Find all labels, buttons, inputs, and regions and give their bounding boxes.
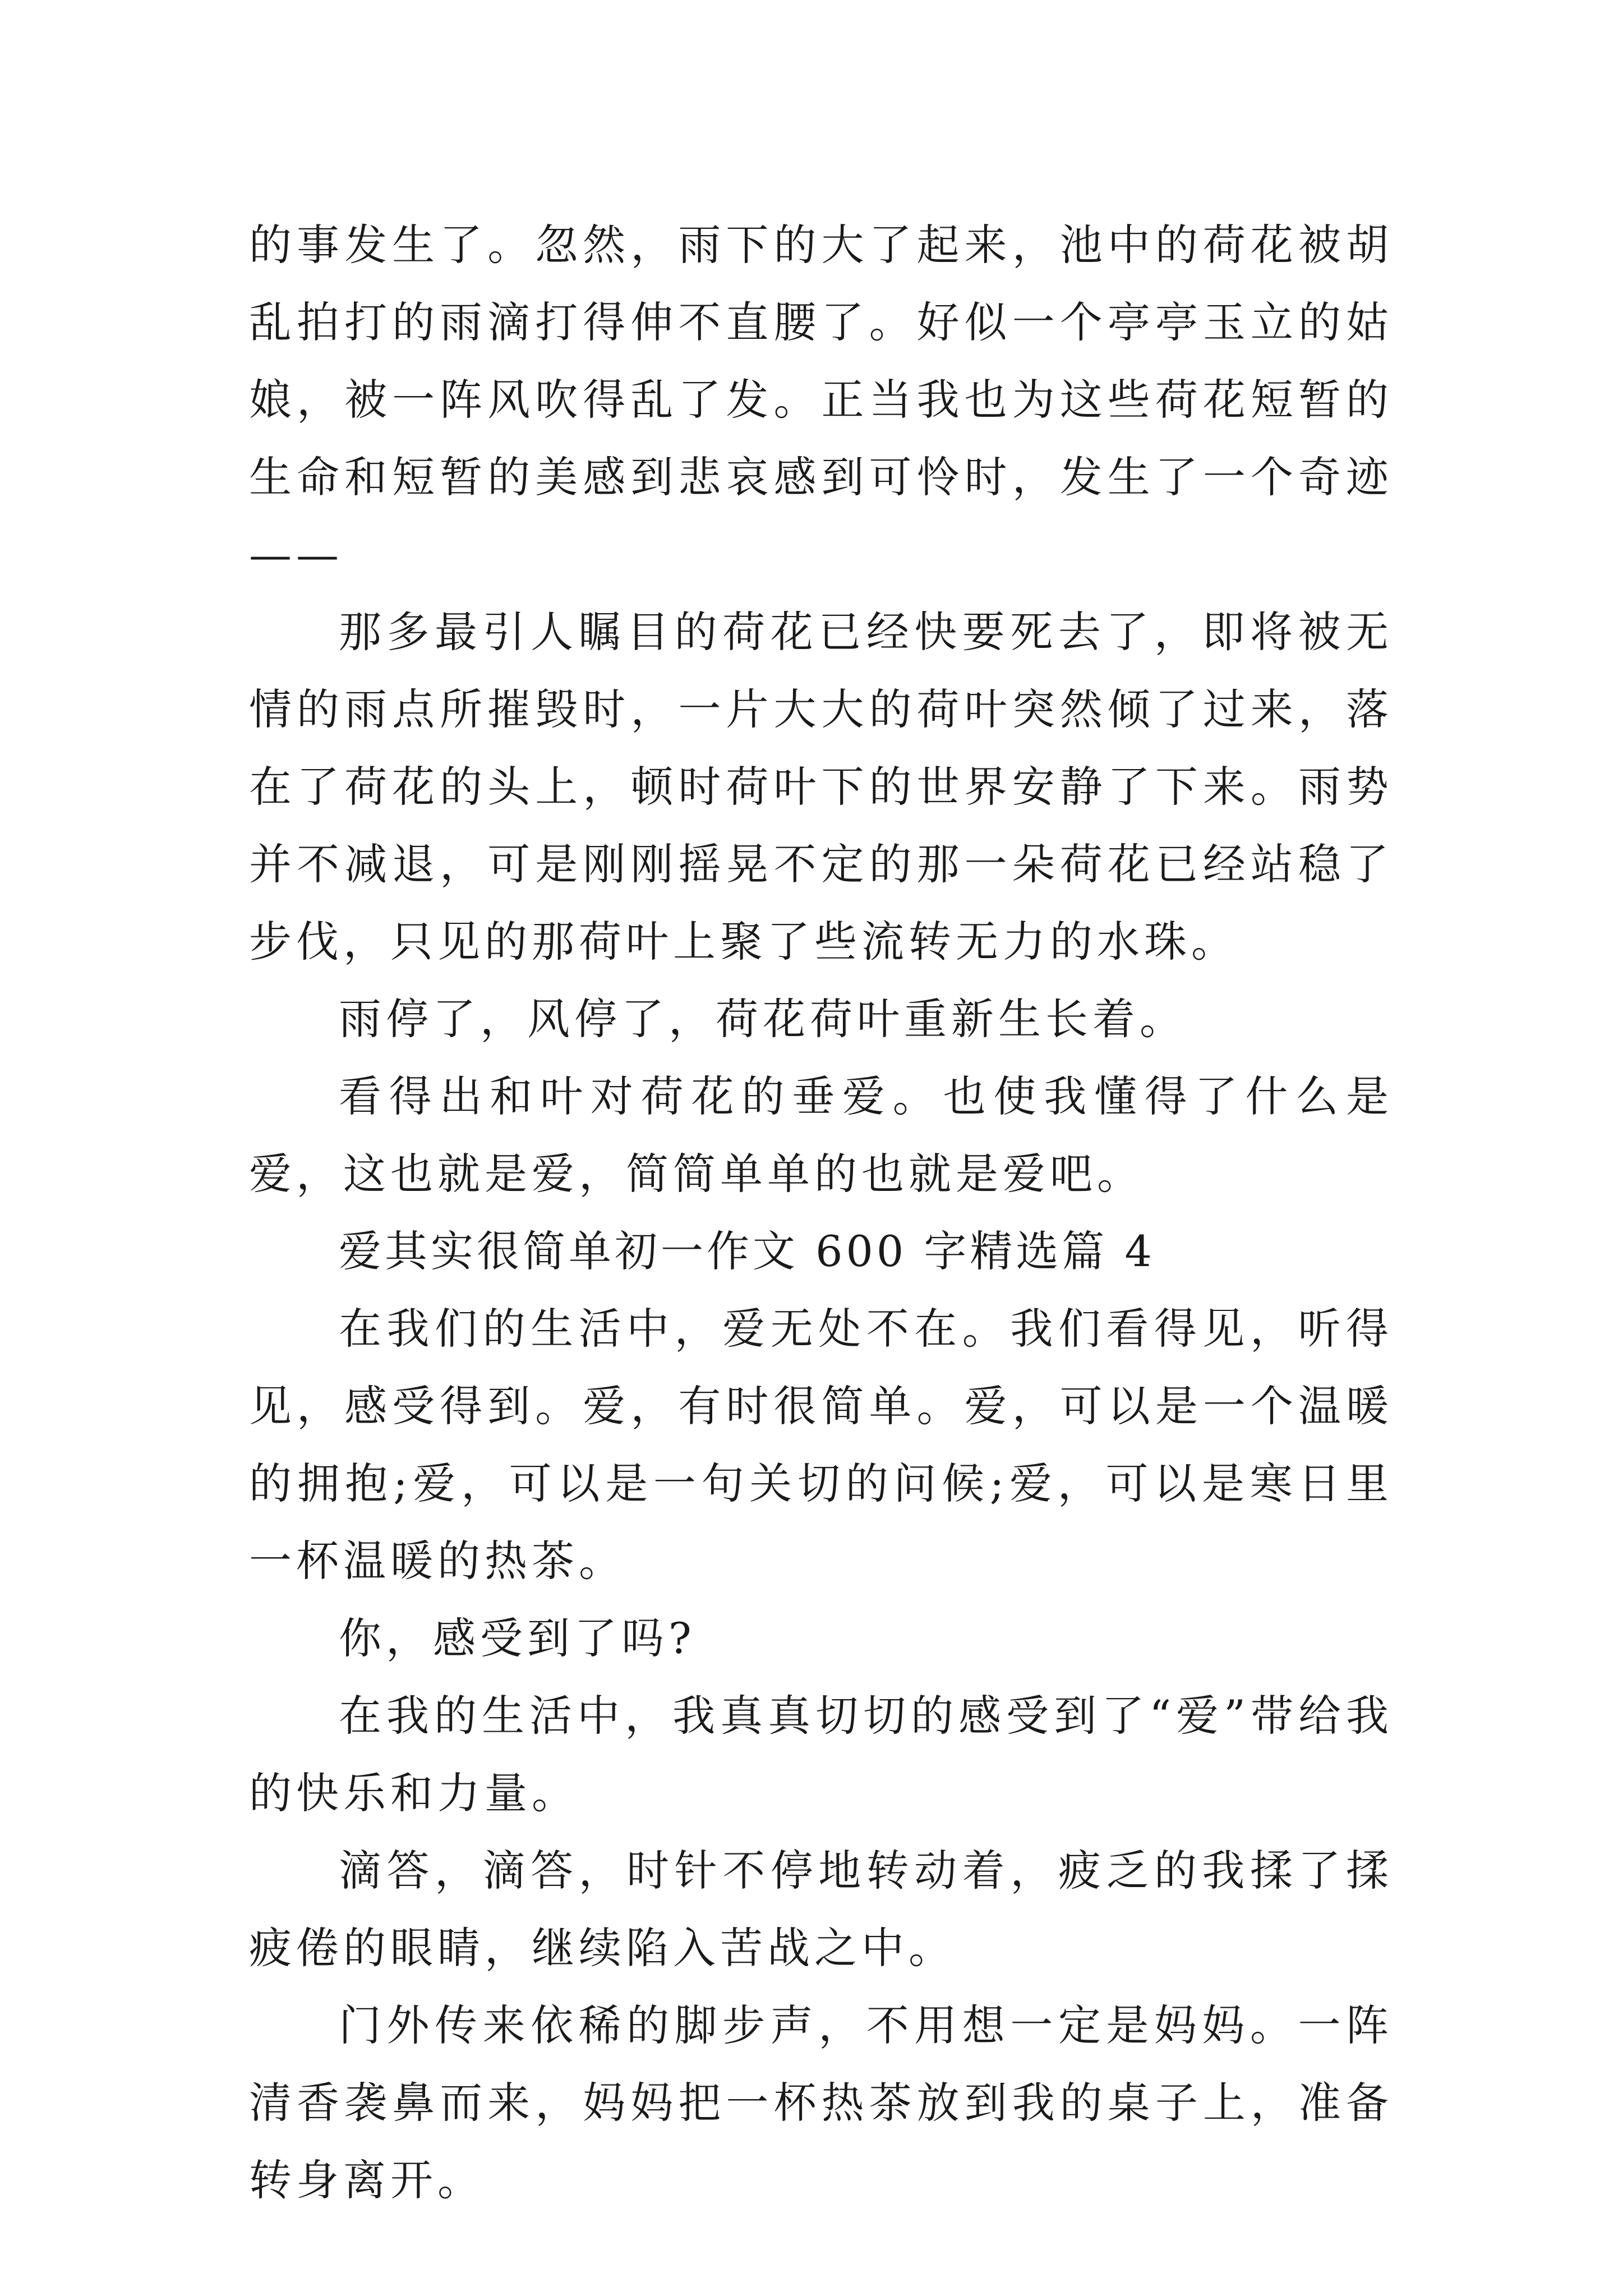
paragraph-1: 的事发生了。忽然，雨下的大了起来，池中的荷花被胡乱拍打的雨滴打得伸不直腰了。好似一个亭亭玉立的姑娘，被一阵风吹得乱了发。正当我也为这些荷花短暂的生命和短暂的美感到悲哀感到可怜时，发生了一个奇迹—— [249,220,1393,579]
paragraph-10: 门外传来依稀的脚步声，不用想一定是妈妈。一阵清香袭鼻而来，妈妈把一杯热茶放到我的桌子上，准备转身离开。 [249,2000,1393,2205]
paragraph-2: 那多最引人瞩目的荷花已经快要死去了，即将被无情的雨点所摧毁时，一片大大的荷叶突然倾了过来，落在了荷花的头上，顿时荷叶下的世界安静了下来。雨势并不减退，可是刚刚摇晃不定的那一朵荷花已经站稳了步伐，只见的那荷叶上聚了些流转无力的水珠。 [249,607,1393,967]
paragraph-4: 看得出和叶对荷花的垂爱。也使我懂得了什么是爱，这也就是爱，简简单单的也就是爱吧。 [249,1071,1393,1199]
paragraph-8: 在我的生活中，我真真切切的感受到了“爱”带给我的快乐和力量。 [249,1691,1393,1818]
document-body [249,206,1393,2219]
section-heading: 爱其实很简单初一作文 600 字精选篇 4 [339,1226,1155,1276]
paragraph-9: 滴答，滴答，时针不停地转动着，疲乏的我揉了揉疲倦的眼睛，继续陷入苦战之中。 [249,1846,1393,1973]
paragraph-3: 雨停了，风停了，荷花荷叶重新生长着。 [339,994,1187,1044]
paragraph-6: 在我们的生活中，爱无处不在。我们看得见，听得见，感受得到。爱，有时很简单。爱，可以是一个温暖的拥抱;爱，可以是一句关切的问候;爱，可以是寒日里一杯温暖的热茶。 [249,1304,1393,1586]
paragraph-7: 你，感受到了吗? [339,1613,696,1663]
